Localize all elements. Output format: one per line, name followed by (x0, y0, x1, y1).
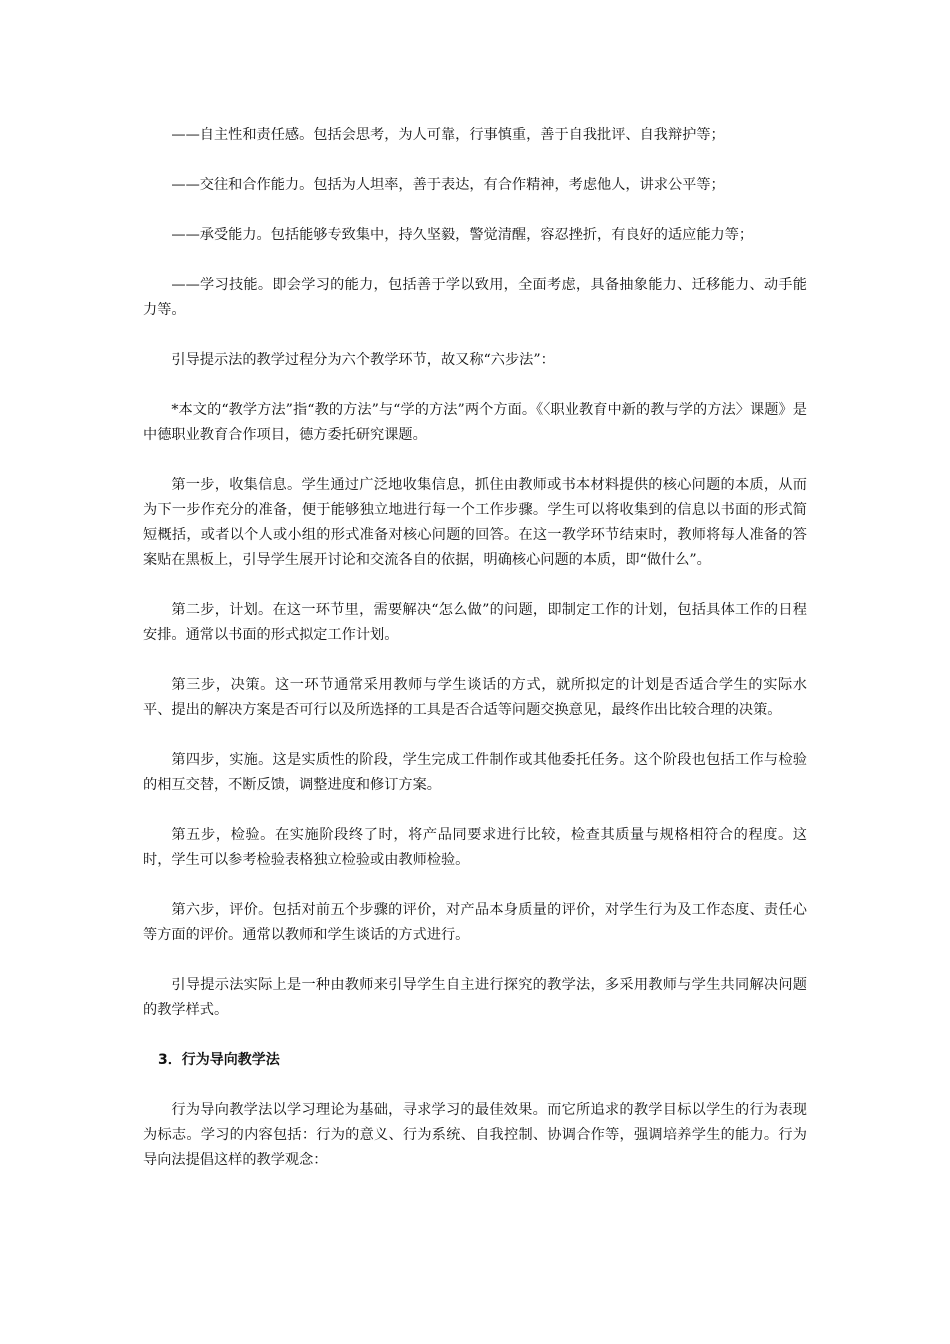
paragraph-summary: 引导提示法实际上是一种由教师来引导学生自主进行探究的教学法，多采用教师与学生共同解决问题的教学样式。 (143, 977, 807, 1018)
document-body (143, 123, 807, 1198)
paragraph-step-5: 第五步，检验。在实施阶段终了时，将产品同要求进行比较，检查其质量与规格相符合的程度。这时，学生可以参考检验表格独立检验或由教师检验。 (143, 827, 807, 868)
paragraph-step-3: 第三步，决策。这一环节通常采用教师与学生谈话的方式，就所拟定的计划是否适合学生的实际水平、提出的解决方案是否可行以及所选择的工具是否合适等问题交换意见，最终作出比较合理的决策。 (143, 677, 807, 718)
paragraph-step-2: 第二步，计划。在这一环节里，需要解决“怎么做”的问题，即制定工作的计划，包括具体工作的日程安排。通常以书面的形式拟定工作计划。 (143, 602, 807, 643)
paragraph-learning-skills: ——学习技能。即会学习的能力，包括善于学以致用，全面考虑，具备抽象能力、迁移能力、动手能力等。 (143, 277, 807, 318)
paragraph-six-steps-intro: 引导提示法的教学过程分为六个教学环节，故又称“六步法”： (171, 352, 555, 368)
paragraph-autonomy: ——自主性和责任感。包括会思考，为人可靠，行事慎重，善于自我批评、自我辩护等； (171, 127, 725, 143)
section-heading: 3．行为导向教学法 (158, 1052, 280, 1068)
paragraph-step-6: 第六步，评价。包括对前五个步骤的评价，对产品本身质量的评价，对学生行为及工作态度、责任心等方面的评价。通常以教师和学生谈话的方式进行。 (143, 902, 807, 943)
paragraph-cooperation: ——交往和合作能力。包括为人坦率，善于表达，有合作精神，考虑他人，讲求公平等； (171, 177, 725, 193)
paragraph-footnote: *本文的“教学方法”指“教的方法”与“学的方法”两个方面。《〈职业教育中新的教与学的方法〉课题》是中德职业教育合作项目，德方委托研究课题。 (143, 402, 807, 443)
paragraph-behavior-oriented: 行为导向教学法以学习理论为基础，寻求学习的最佳效果。而它所追求的教学目标以学生的行为表现为标志。学习的内容包括：行为的意义、行为系统、自我控制、协调合作等，强调培养学生的能力。行为导向法提倡这样的教学观念： (143, 1102, 807, 1168)
paragraph-endurance: ——承受能力。包括能够专致集中，持久坚毅，警觉清醒，容忍挫折，有良好的适应能力等； (171, 227, 754, 243)
paragraph-step-4: 第四步，实施。这是实质性的阶段，学生完成工件制作或其他委托任务。这个阶段也包括工作与检验的相互交替，不断反馈，调整进度和修订方案。 (143, 752, 807, 793)
paragraph-step-1: 第一步，收集信息。学生通过广泛地收集信息，抓住由教师或书本材料提供的核心问题的本质，从而为下一步作充分的准备，便于能够独立地进行每一个工作步骤。学生可以将收集到的信息以书面的形式简短概括，或者以个人或小组的形式准备对核心问题的回答。在这一教学环节结束时，教师将每人准备的答案贴在黑板上，引导学生展开讨论和交流各自的依据，明确核心问题的本质，即“做什么”。 (143, 477, 807, 568)
